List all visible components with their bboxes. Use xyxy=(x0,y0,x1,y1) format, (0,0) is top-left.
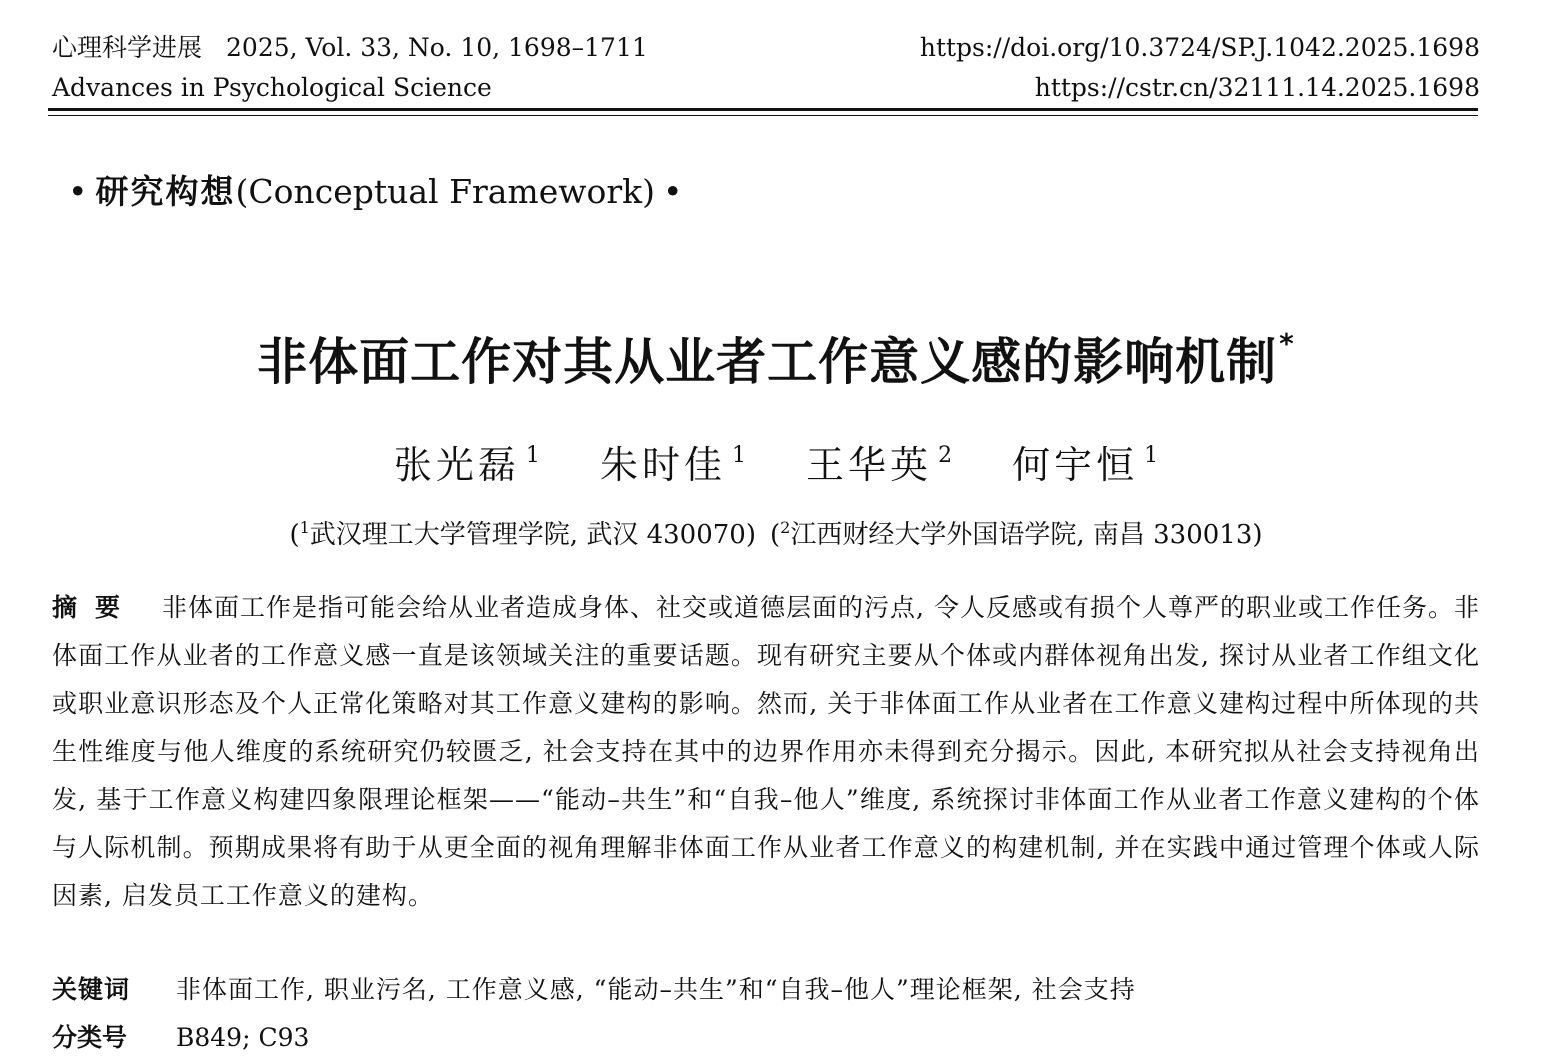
column-label xyxy=(60,168,690,216)
bullet-left: • xyxy=(68,172,88,211)
author-affil-mark: 2 xyxy=(938,443,953,468)
title-footnote-mark[interactable]: * xyxy=(1279,327,1295,360)
abstract-label: 摘要 xyxy=(52,593,139,622)
journal-name-en: Advances in Psychological Science xyxy=(52,73,492,102)
abstract-text: 非体面工作是指可能会给从业者造成身体、社交或道德层面的污点, 令人反感或有损个人尊严的职业或工作任务。非体面工作从业者的工作意义感一直是该领域关注的重要话题。现有研究主要从个体或内群体视角出发, 探讨从业者工作组文化或职业意识形态及个人正常化策略对其工作意义建构的影响。然而, 关于非体面工作从业者在工作意义建构过程中所体现的共生性维度与他人维度的系统研究仍较匮乏, 社会支持在其中的边界作用亦未得到充分揭示。因此, 本研究拟从社会支持视角出发, 基于工作意义构建四象限理论框架——“能动–共生”和“自我–他人”维度, 系统探讨非体面工作从业者工作意义建构的个体与人际机制。预期成果将有助于从更全面的视角理解非体面工作从业者工作意义的构建机制, 并在实践中通过管理个体或人际因素, 启发员工工作意义的建构。 xyxy=(52,593,1480,910)
abstract xyxy=(52,584,1480,920)
paper-title-text: 非体面工作对其从业者工作意义感的影响机制 xyxy=(257,333,1278,391)
author: 何宇恒 $^1$ xyxy=(1012,443,1159,487)
classification-label: 分类号 xyxy=(52,1023,128,1052)
classification-text: B849; C93 xyxy=(176,1023,310,1052)
citation: 2025, Vol. 33, No. 10, 1698–1711 xyxy=(226,33,648,62)
author-affil-mark: 1 xyxy=(525,443,540,468)
affiliation-2: 江西财经大学外国语学院, 南昌 330013) xyxy=(790,520,1263,550)
author-affil-mark: 1 xyxy=(1144,443,1159,468)
header-rule-thin xyxy=(48,115,1478,116)
affiliations: ($^1$武汉理工大学管理学院, 武汉 430070) ($^2$江西财经大学外国语学院, 南昌 330013) xyxy=(289,518,1263,550)
affil-mark: 1 xyxy=(299,518,310,537)
affil-mark: 2 xyxy=(780,518,791,537)
column-label-en: (Conceptual Framework) xyxy=(235,172,656,211)
keywords xyxy=(52,966,1136,1014)
classification xyxy=(52,1014,309,1062)
author: 朱时佳 $^1$ xyxy=(599,443,746,487)
author-list xyxy=(0,428,1552,493)
journal-name-cn: 心理科学进展 xyxy=(52,33,203,62)
keywords-text: 非体面工作, 职业污名, 工作意义感, “能动–共生”和“自我–他人”理论框架, 社会支持 xyxy=(176,975,1136,1004)
keywords-label: 关键词 xyxy=(52,975,131,1004)
running-header-left xyxy=(52,28,648,108)
author-affil-mark: 1 xyxy=(731,443,746,468)
author: 张光磊 $^1$ xyxy=(393,443,540,487)
bullet-right: • xyxy=(663,172,683,211)
doi-link[interactable]: https://doi.org/10.3724/SP.J.1042.2025.1698 xyxy=(919,33,1480,62)
column-label-cn: 研究构想 xyxy=(95,172,236,211)
header-rule-thick xyxy=(48,108,1478,111)
running-header-right xyxy=(920,28,1480,108)
affiliation-1: 武汉理工大学管理学院, 武汉 430070) xyxy=(309,520,756,550)
paper-title xyxy=(0,308,1552,398)
cstr-link[interactable]: https://cstr.cn/32111.14.2025.1698 xyxy=(1034,73,1480,102)
author: 王华英 $^2$ xyxy=(806,443,953,487)
